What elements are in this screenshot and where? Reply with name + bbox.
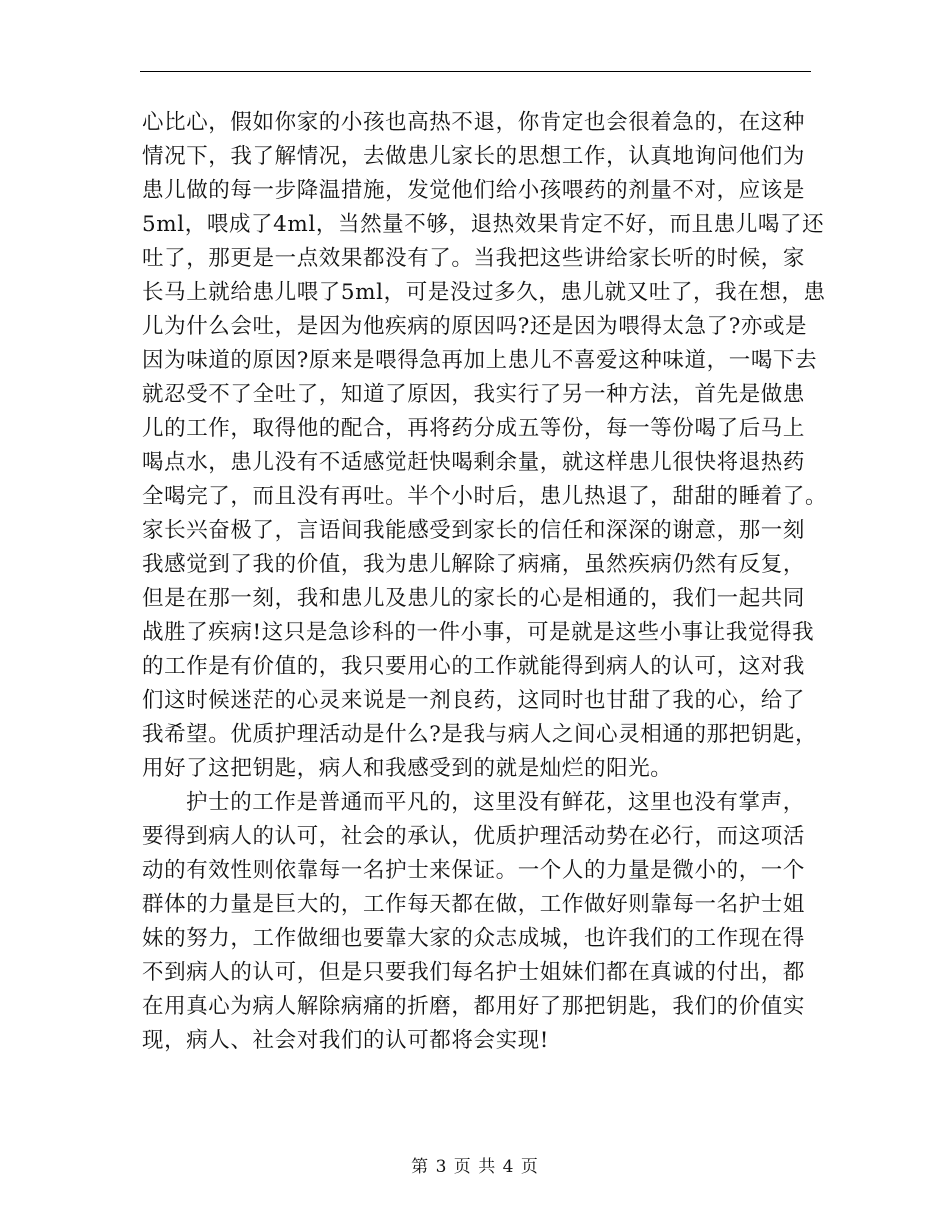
text-line: 妹的努力，工作做细也要靠大家的众志成城，也许我们的工作现在得 [142,926,806,951]
text-line: 儿为什么会吐，是因为他疾病的原因吗?还是因为喂得太急了?亦或是 [142,314,808,339]
text-line: 现，病人、社会对我们的认可都将会实现! [142,1028,550,1053]
text-line: 的工作是有价值的，我只要用心的工作就能得到病人的认可，这对我 [142,654,806,679]
text-line: 但是在那一刻，我和患儿及患儿的家长的心是相通的，我们一起共同 [142,586,806,611]
text-line: 家长兴奋极了，言语间我能感受到家长的信任和深深的谢意，那一刻 [142,518,806,543]
text-line: 我感觉到了我的价值，我为患儿解除了病痛，虽然疾病仍然有反复， [142,552,806,577]
text-line: 在用真心为病人解除病痛的折磨，都用好了那把钥匙，我们的价值实 [142,994,806,1019]
text-line: 我希望。优质护理活动是什么?是我与病人之间心灵相通的那把钥匙， [142,722,818,747]
text-line: 因为味道的原因?原来是喂得急再加上患儿不喜爱这种味道，一喝下去 [142,348,818,373]
text-line: 儿的工作，取得他的配合，再将药分成五等份，每一等份喝了后马上 [142,416,806,441]
text-line: 5ml，喂成了4ml，当然量不够，退热效果肯定不好，而且患儿喝了还 [142,212,825,237]
text-line: 用好了这把钥匙，病人和我感受到的就是灿烂的阳光。 [142,756,673,781]
text-line: 要得到病人的认可，社会的承认，优质护理活动势在必行，而这项活 [142,824,806,849]
text-line: 全喝完了，而且没有再吐。半个小时后，患儿热退了，甜甜的睡着了。 [142,484,828,509]
text-line: 战胜了疾病!这只是急诊科的一件小事，可是就是这些小事让我觉得我 [142,620,815,645]
paragraph-first-line: 护士的工作是普通而平凡的，这里没有鲜花，这里也没有掌声， [186,790,805,815]
text-line: 群体的力量是巨大的，工作每天都在做，工作做好则靠每一名护士姐 [142,892,806,917]
text-line: 们这时候迷茫的心灵来说是一剂良药，这同时也甘甜了我的心，给了 [142,688,806,713]
text-line: 情况下，我了解情况，去做患儿家长的思想工作，认真地询问他们为 [142,144,806,169]
text-line: 吐了，那更是一点效果都没有了。当我把这些讲给家长听的时候，家 [142,246,806,271]
text-line: 就忍受不了全吐了，知道了原因，我实行了另一种方法，首先是做患 [142,382,806,407]
text-line: 不到病人的认可，但是只要我们每名护士姐妹们都在真诚的付出，都 [142,960,806,985]
document-body [142,106,828,1058]
text-line: 长马上就给患儿喂了5ml，可是没过多久，患儿就又吐了，我在想，患 [142,280,826,305]
text-line: 动的有效性则依靠每一名护士来保证。一个人的力量是微小的，一个 [142,858,806,883]
text-line: 患儿做的每一步降温措施，发觉他们给小孩喂药的剂量不对，应该是 [142,178,806,203]
text-line: 喝点水，患儿没有不适感觉赶快喝剩余量，就这样患儿很快将退热药 [142,450,806,475]
page-number-footer: 第 3 页 共 4 页 [411,1157,539,1177]
header-rule [140,71,811,72]
text-line: 心比心，假如你家的小孩也高热不退，你肯定也会很着急的，在这种 [142,110,806,135]
